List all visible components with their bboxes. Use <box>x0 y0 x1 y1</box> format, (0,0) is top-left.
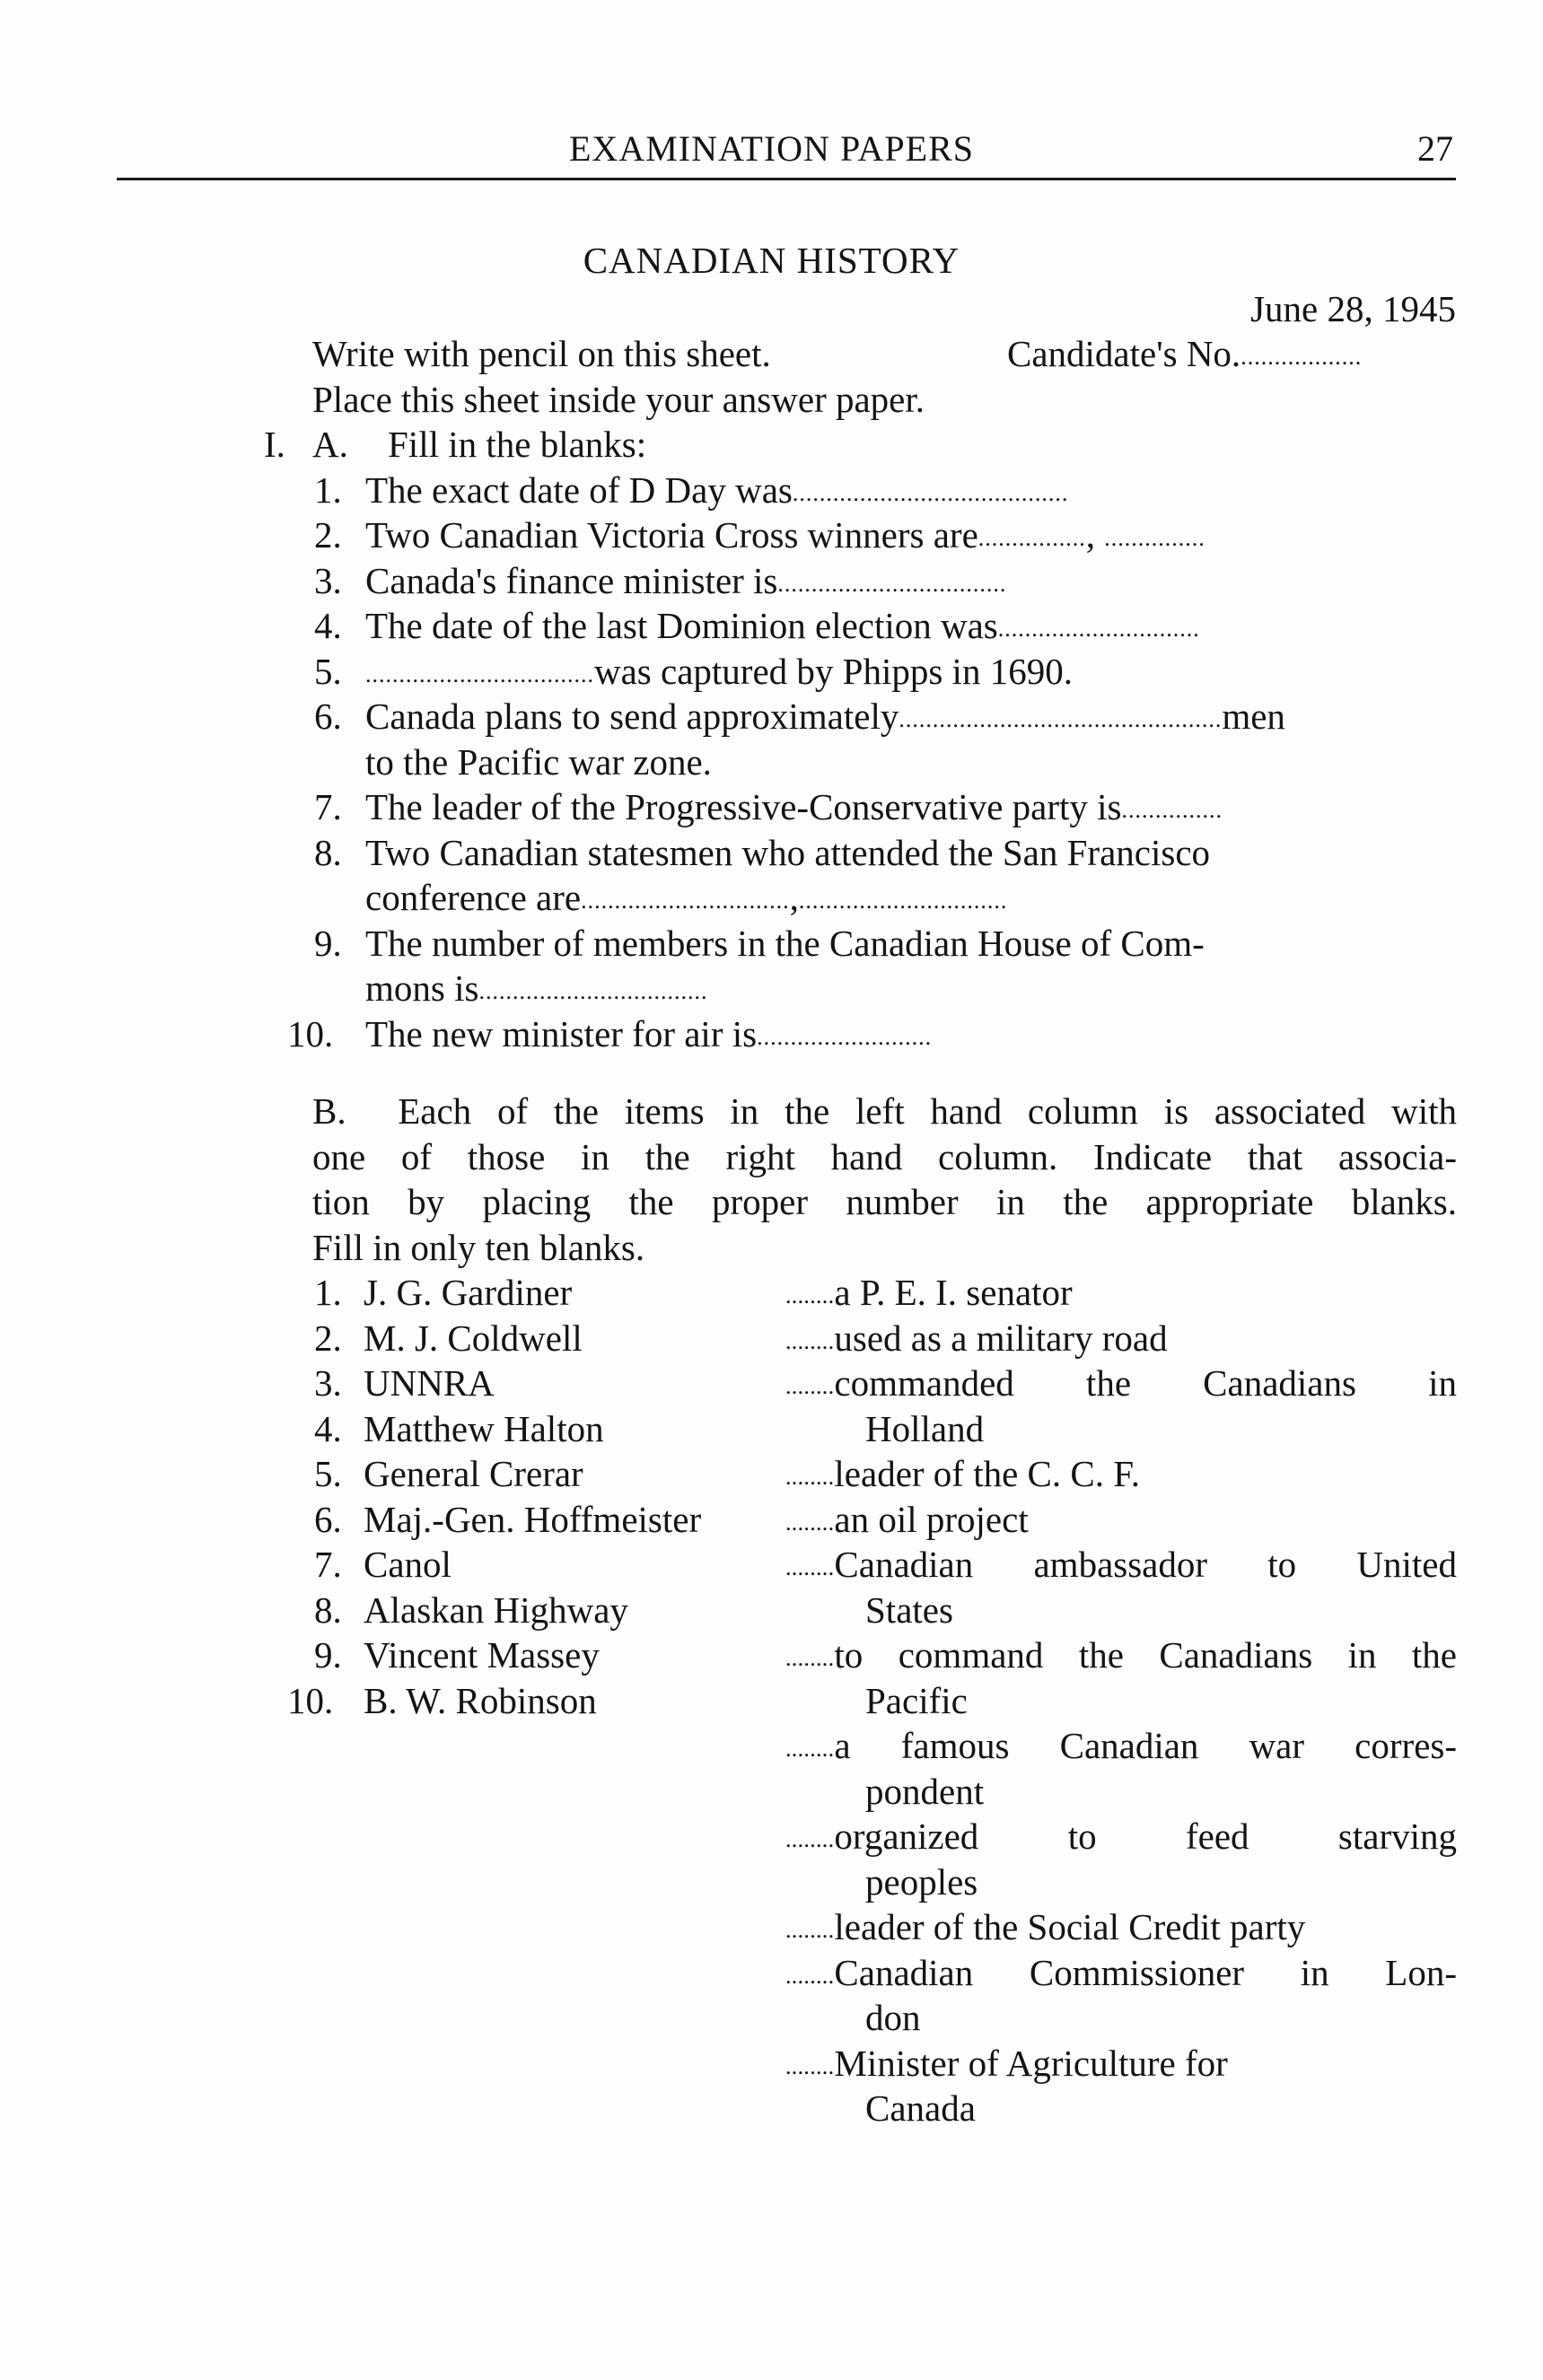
match-blank[interactable]: ........ <box>785 1328 835 1354</box>
left-item: UNNRA <box>364 1362 495 1404</box>
right-item-continuation: States <box>865 1589 953 1631</box>
answer-blank[interactable]: .............................. <box>997 616 1200 642</box>
part-b-letter: B. <box>312 1090 346 1132</box>
question-text: The exact date of D Day was <box>365 469 793 511</box>
exam-date: June 28, 1945 <box>1250 288 1456 329</box>
right-item <box>785 1543 1457 1586</box>
question-number: 10. <box>287 1013 334 1054</box>
right-item-text: an oil project <box>834 1499 1029 1540</box>
right-item <box>785 1951 1457 1994</box>
candidate-blank[interactable]: .................. <box>1241 344 1363 370</box>
right-item-continuation: don <box>865 1997 921 2038</box>
question-9: The number of members in the Canadian House of Com- <box>365 923 1205 964</box>
question-text: was captured by Phipps in 1690. <box>594 651 1073 692</box>
right-item-text: Canadian ambassador to United <box>834 1544 1457 1585</box>
right-item <box>785 1271 1073 1314</box>
answer-blank[interactable]: .................................. <box>777 571 1007 597</box>
question-number: 4. <box>314 605 342 646</box>
part-a-heading: Fill in the blanks: <box>388 424 647 465</box>
question-10 <box>365 1012 932 1055</box>
left-item-number: 4. <box>314 1408 342 1449</box>
question-text-end: men <box>1222 696 1285 737</box>
answer-blank[interactable]: .................................. <box>365 661 594 687</box>
right-item-continuation: peoples <box>865 1861 978 1903</box>
left-item-number: 10. <box>287 1680 334 1721</box>
left-item-number: 6. <box>314 1499 342 1540</box>
right-item <box>785 1317 1168 1360</box>
right-item-text: to command the Canadians in the <box>834 1634 1457 1676</box>
answer-blank[interactable]: ............... <box>1121 797 1223 823</box>
left-item-number: 2. <box>314 1317 342 1359</box>
match-blank[interactable]: ........ <box>785 1373 835 1399</box>
candidate-label: Candidate's No. <box>1007 333 1241 374</box>
right-item <box>785 1905 1305 1948</box>
right-item <box>785 1815 1457 1858</box>
question-number: 6. <box>314 696 342 737</box>
question-8: Two Canadian statesmen who attended the San Francisco <box>365 832 1211 873</box>
left-item: Alaskan Highway <box>364 1589 628 1631</box>
running-title: EXAMINATION PAPERS <box>568 128 975 169</box>
question-1 <box>365 468 1068 512</box>
left-item-number: 3. <box>314 1362 342 1404</box>
question-continuation: conference are...............................,............................... <box>365 877 1008 918</box>
right-item-text: Canadian Commissioner in Lon- <box>834 1952 1457 1993</box>
question-text: conference are <box>365 877 582 918</box>
part-b-instructions-line-4: Fill in only ten blanks. <box>312 1227 645 1268</box>
match-blank[interactable]: ........ <box>785 2053 835 2079</box>
header-rule <box>117 178 1456 180</box>
right-item-text: used as a military road <box>834 1317 1168 1359</box>
right-item-text: commanded the Canadians in <box>834 1362 1457 1404</box>
question-6 <box>365 695 1285 738</box>
right-item <box>785 1724 1457 1767</box>
answer-blank[interactable]: ............................... <box>581 888 790 914</box>
question-number: 5. <box>314 651 342 692</box>
match-blank[interactable]: ........ <box>785 1554 835 1580</box>
question-7 <box>365 785 1223 828</box>
part-b-instructions-line-2: one of those in the right hand column. Indicate that associa- <box>312 1136 1457 1177</box>
question-text: Canada plans to send approximately <box>365 696 899 737</box>
question-text: The new minister for air is <box>365 1013 758 1054</box>
candidate-number <box>1007 332 1362 375</box>
answer-blank[interactable]: ......................................... <box>792 480 1069 506</box>
answer-blank[interactable]: .......................... <box>757 1024 933 1050</box>
right-item <box>785 1452 1140 1495</box>
question-text: Two Canadian Victoria Cross winners are <box>365 514 978 556</box>
match-blank[interactable]: ........ <box>785 1963 835 1989</box>
right-item-text: leader of the Social Credit party <box>834 1906 1306 1947</box>
instruction-answer-paper: Place this sheet inside your answer paper. <box>312 379 925 420</box>
question-text: Canada's finance minister is <box>365 560 778 601</box>
question-number: 3. <box>314 560 342 601</box>
right-item-text: organized to feed starving <box>834 1816 1457 1857</box>
left-item-number: 9. <box>314 1634 342 1676</box>
question-2: Two Canadian Victoria Cross winners are................, ............... <box>365 514 1205 556</box>
left-item-number: 8. <box>314 1589 342 1631</box>
exam-title: CANADIAN HISTORY <box>583 240 960 281</box>
question-number: 1. <box>314 469 342 511</box>
part-b-instructions-line-3: tion by placing the proper number in the appropriate blanks. <box>312 1181 1457 1222</box>
left-item: General Crerar <box>364 1453 583 1494</box>
right-item <box>785 2042 1228 2085</box>
match-blank[interactable]: ........ <box>785 1736 835 1762</box>
left-item: B. W. Robinson <box>364 1680 597 1721</box>
right-item-text: leader of the C. C. F. <box>834 1453 1140 1494</box>
question-text: The leader of the Progressive-Conservative party is <box>365 786 1122 827</box>
left-item-number: 5. <box>314 1453 342 1494</box>
right-item-text: Minister of Agriculture for <box>834 2043 1228 2084</box>
match-blank[interactable]: ........ <box>785 1509 835 1536</box>
answer-blank[interactable]: ................ <box>978 525 1086 551</box>
question-text: The date of the last Dominion election was <box>365 605 998 646</box>
right-item-text: a famous Canadian war corres- <box>834 1725 1457 1766</box>
question-number: 2. <box>314 514 342 556</box>
right-item-continuation: Pacific <box>865 1680 968 1721</box>
left-item: Maj.-Gen. Hoffmeister <box>364 1499 702 1540</box>
right-item-continuation: Holland <box>865 1408 985 1449</box>
question-4 <box>365 604 1200 647</box>
instruction-text: Each of the items in the left hand column is associated with <box>398 1090 1457 1132</box>
question-5 <box>365 650 1073 693</box>
instruction-pencil: Write with pencil on this sheet. <box>312 333 771 374</box>
part-numeral: I. <box>264 424 285 465</box>
right-item-continuation: pondent <box>865 1771 985 1812</box>
answer-blank[interactable]: ............................... <box>798 888 1008 914</box>
part-b-instructions-line-1 <box>312 1089 1457 1133</box>
match-blank[interactable]: ........ <box>785 1282 835 1308</box>
right-item <box>785 1633 1457 1676</box>
page-number: 27 <box>1417 128 1453 169</box>
right-item-text: a P. E. I. senator <box>834 1272 1073 1313</box>
left-item: J. G. Gardiner <box>364 1272 573 1313</box>
left-item: M. J. Coldwell <box>364 1317 583 1359</box>
answer-blank[interactable]: ............... <box>1104 525 1205 551</box>
left-item: Vincent Massey <box>364 1634 600 1676</box>
question-number: 8. <box>314 832 342 873</box>
question-3 <box>365 559 1006 602</box>
right-item <box>785 1498 1029 1541</box>
question-continuation <box>365 967 707 1010</box>
right-item-continuation: Canada <box>865 2087 976 2129</box>
left-item: Matthew Halton <box>364 1408 604 1449</box>
left-item-number: 1. <box>314 1272 342 1313</box>
left-item: Canol <box>364 1544 452 1585</box>
right-item <box>785 1361 1457 1404</box>
question-number: 7. <box>314 786 342 827</box>
match-blank[interactable]: ........ <box>785 1645 835 1671</box>
question-number: 9. <box>314 923 342 964</box>
part-a-letter: A. <box>312 424 348 465</box>
question-continuation: to the Pacific war zone. <box>365 741 712 783</box>
answer-blank[interactable]: .................................. <box>478 978 708 1004</box>
question-text: mons is <box>365 967 479 1009</box>
answer-blank[interactable]: ................................................ <box>899 706 1223 732</box>
match-blank[interactable]: ........ <box>785 1917 835 1943</box>
left-item-number: 7. <box>314 1544 342 1585</box>
match-blank[interactable]: ........ <box>785 1464 835 1490</box>
match-blank[interactable]: ........ <box>785 1826 835 1852</box>
